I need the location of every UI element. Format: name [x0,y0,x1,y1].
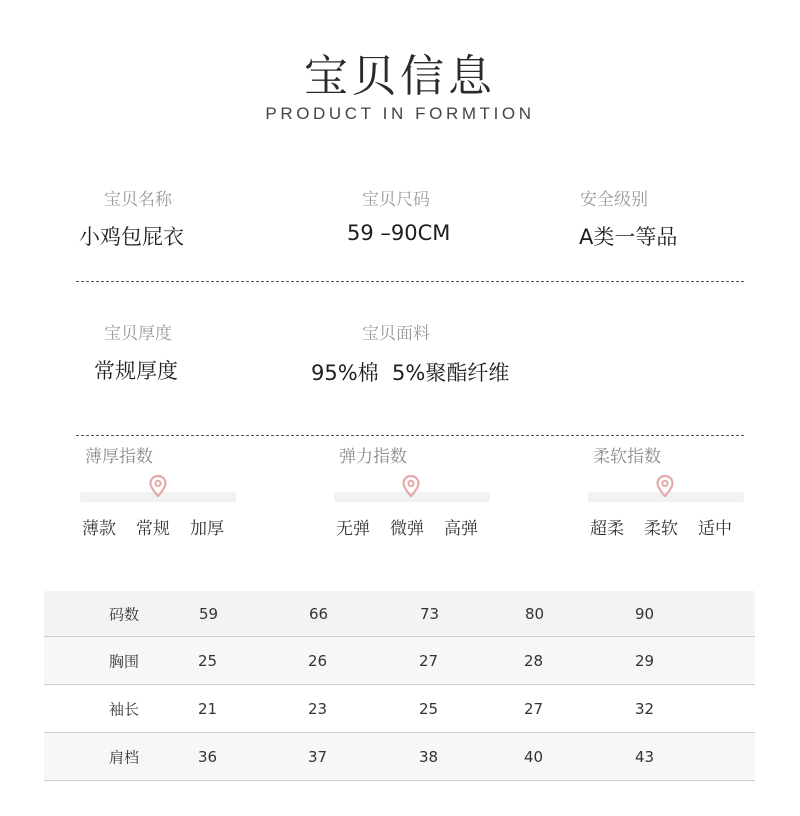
table-header-cell: 73 [420,604,440,623]
table-cell: 肩档 [109,748,140,766]
softness-option-soft: 柔软 [644,519,678,539]
page-subtitle: PRODUCT IN FORMTION [265,104,535,123]
table-cell: 23 [308,699,328,718]
safety-label: 安全级别 [580,190,648,210]
table-header-cell: 66 [309,604,329,623]
safety-value: A类一等品 [579,225,678,249]
thickness-label: 宝贝厚度 [104,324,172,344]
table-cell: 胸围 [109,652,140,670]
fabric-label: 宝贝面料 [362,324,430,344]
divider-2 [76,435,744,436]
thickness-option-thick: 加厚 [190,519,224,539]
divider-1 [76,281,744,282]
thickness-value: 常规厚度 [94,359,178,383]
table-cell: 27 [419,651,439,670]
table-cell: 32 [635,699,655,718]
table-row [44,637,755,685]
table-cell: 29 [635,651,655,670]
location-pin-icon [656,475,674,497]
table-cell: 25 [419,699,439,718]
table-header-cell: 90 [635,604,655,623]
table-cell: 28 [524,651,544,670]
table-row [44,685,755,733]
elasticity-option-high: 高弹 [444,519,478,539]
table-cell: 36 [198,747,218,766]
table-cell: 25 [198,651,218,670]
table-cell: 37 [308,747,328,766]
location-pin-icon [402,475,420,497]
page-title: 宝贝信息 [304,51,496,102]
table-row [44,733,755,781]
table-cell: 21 [198,699,218,718]
size-label: 宝贝尺码 [362,190,430,210]
size-value: 59 –90CM [347,221,451,245]
location-pin-icon [149,475,167,497]
elasticity-option-none: 无弹 [336,519,370,539]
softness-option-ultra-soft: 超柔 [590,519,624,539]
table-header-row [44,591,755,637]
elasticity-option-slight: 微弹 [390,519,424,539]
table-header-cell: 59 [199,604,219,623]
thickness-option-thin: 薄款 [82,519,116,539]
fabric-value: 95%棉 5%聚酯纤维 [311,361,510,385]
size-table [44,591,755,781]
table-header-cell: 80 [525,604,545,623]
softness-index-title: 柔软指数 [593,447,661,467]
softness-option-moderate: 适中 [698,519,732,539]
name-value: 小鸡包屁衣 [79,225,184,249]
table-cell: 26 [308,651,328,670]
table-cell: 27 [524,699,544,718]
table-header-cell: 码数 [109,605,140,623]
thickness-index-title: 薄厚指数 [85,447,153,467]
table-cell: 43 [635,747,655,766]
thickness-option-regular: 常规 [136,519,170,539]
elasticity-index-title: 弹力指数 [339,447,407,467]
name-label: 宝贝名称 [104,190,172,210]
table-cell: 袖长 [109,700,140,718]
table-cell: 40 [524,747,544,766]
table-cell: 38 [419,747,439,766]
